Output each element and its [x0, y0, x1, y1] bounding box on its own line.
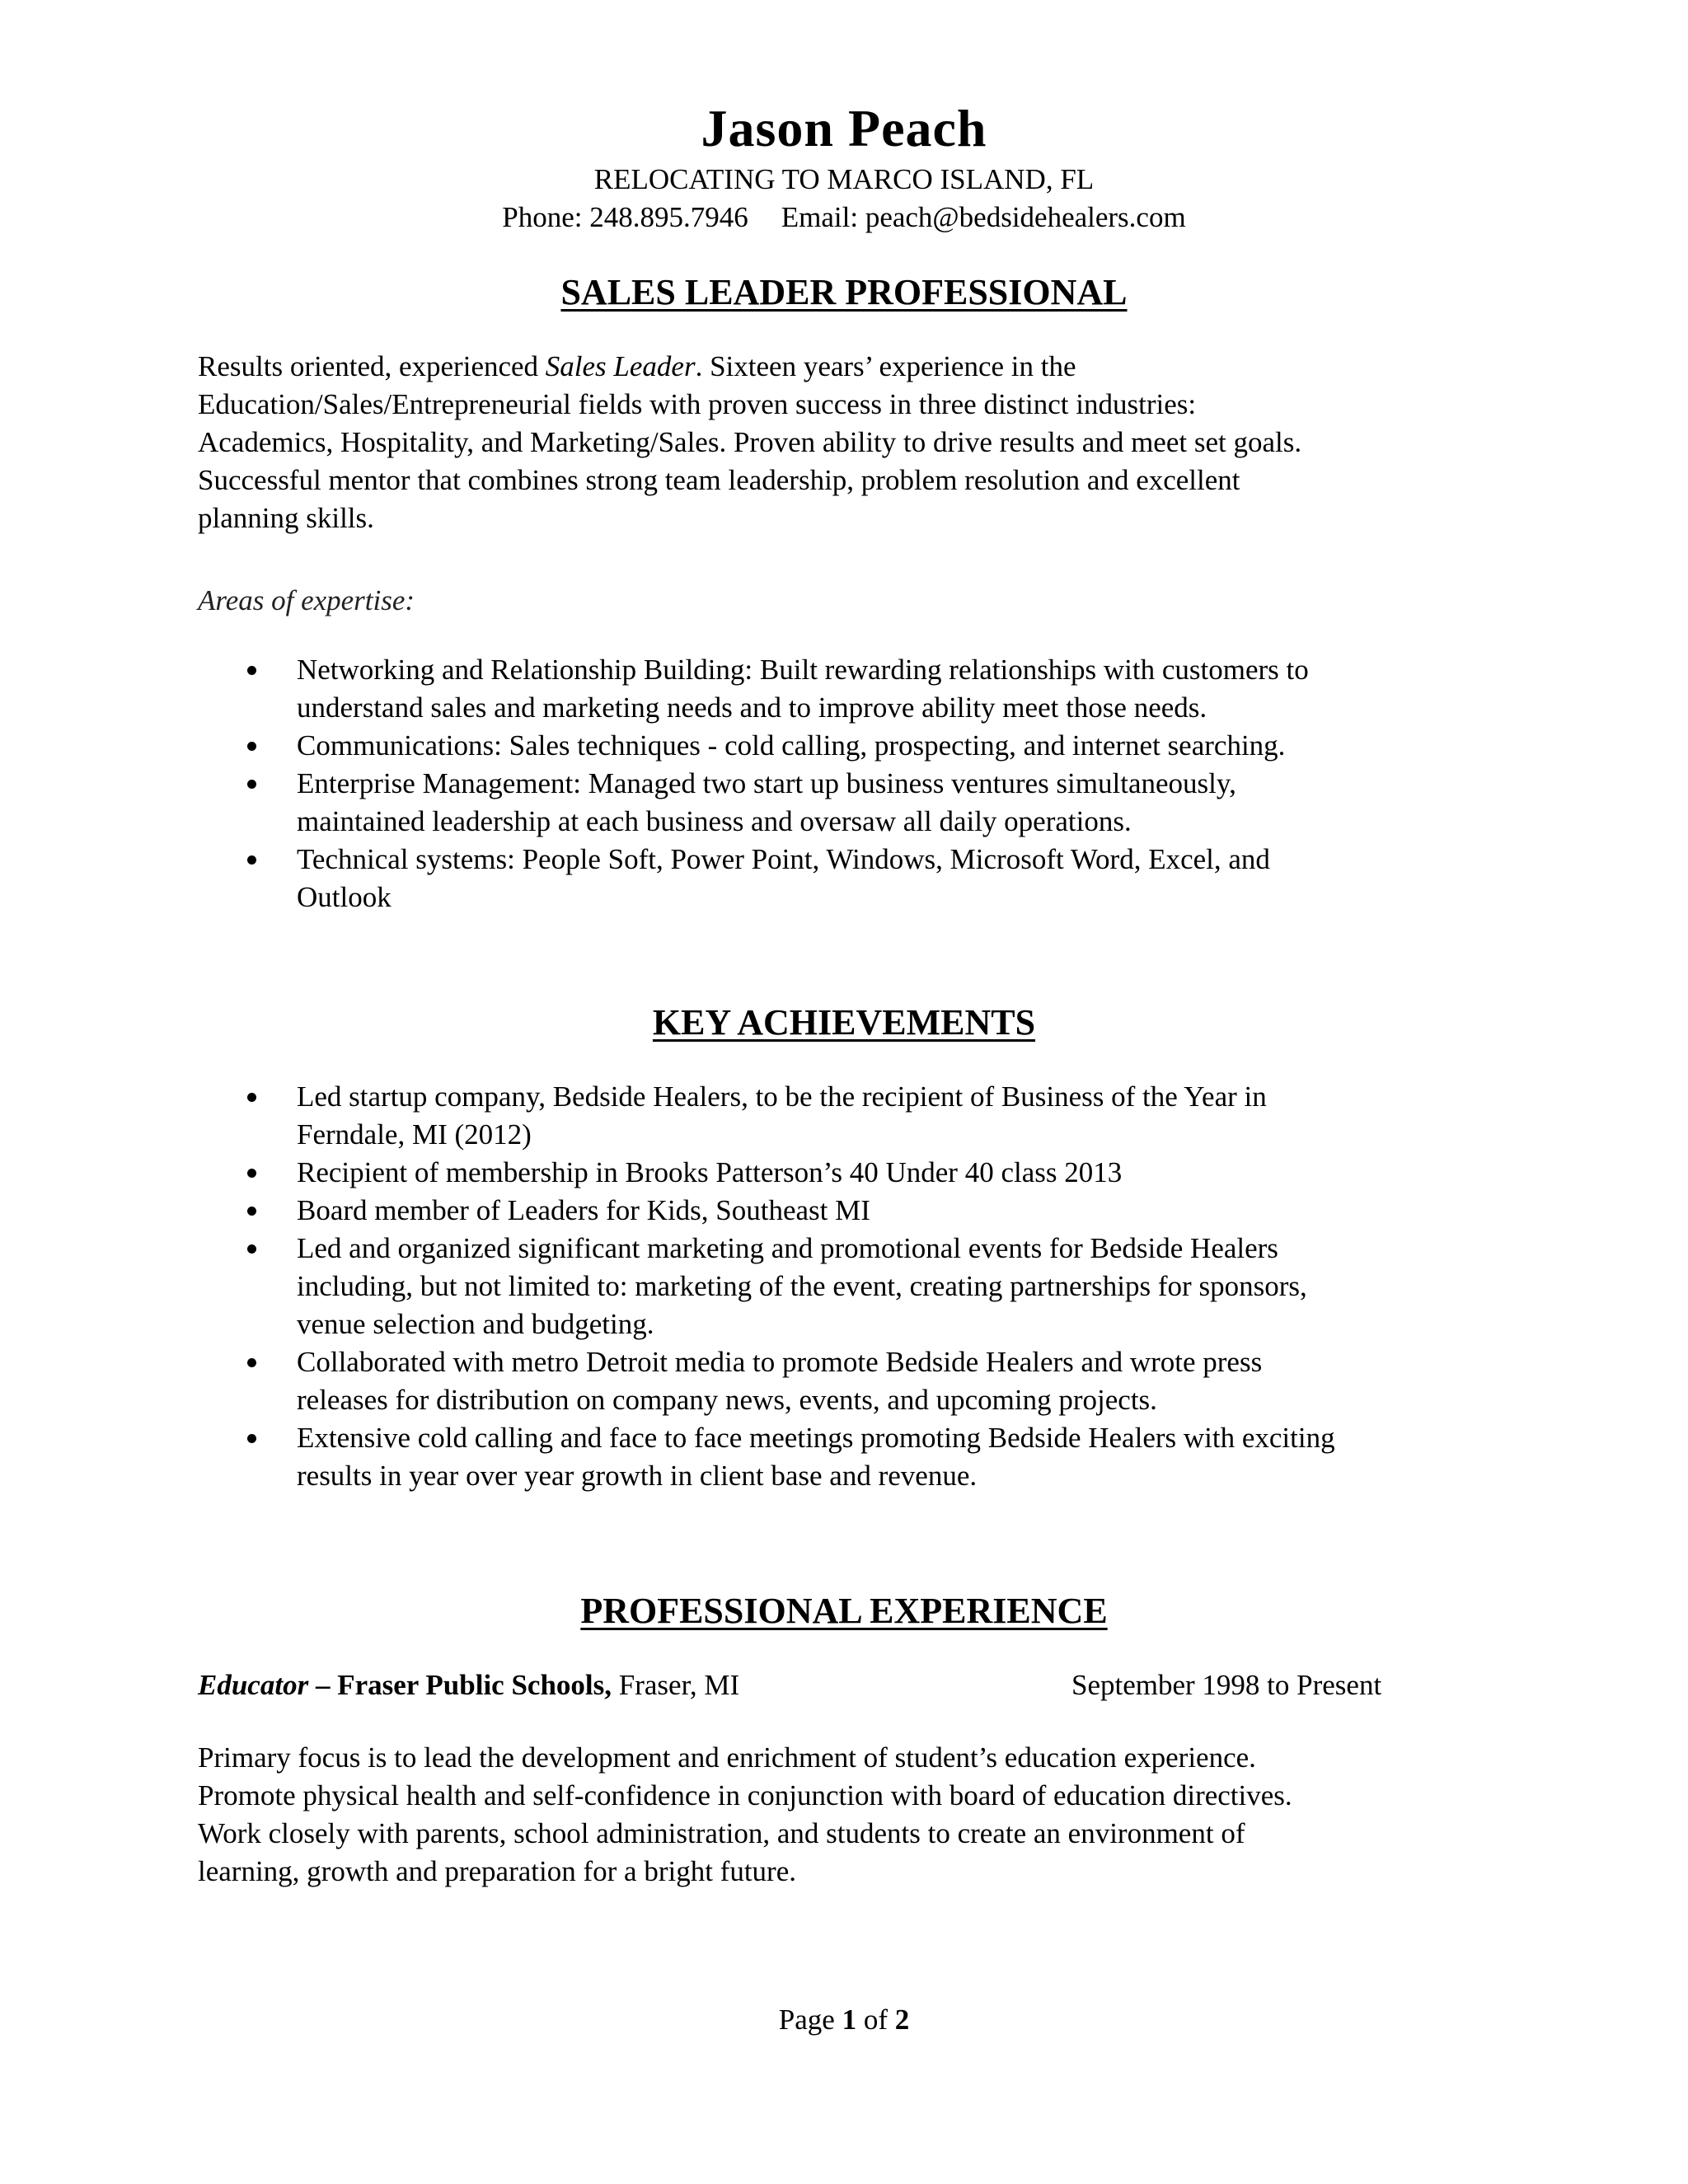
bullet-icon [247, 666, 256, 675]
expertise-item-text: Communications: Sales techniques - cold calling, prospecting, and internet searching. [297, 729, 1286, 762]
bullet-icon [247, 780, 256, 789]
achievement-item [198, 1419, 1500, 1495]
achievement-item-text: Collaborated with metro Detroit media to promote Bedside Healers and wrote press [297, 1346, 1263, 1378]
achievement-item-text: results in year over year growth in client base and revenue. [297, 1460, 978, 1492]
bullet-icon [247, 1207, 256, 1216]
experience-heading: PROFESSIONAL EXPERIENCE [580, 1591, 1108, 1631]
achievement-item [198, 1230, 1500, 1343]
bullet-icon [247, 1093, 256, 1102]
email-text: Email: peach@bedsidehealers.com [781, 201, 1186, 233]
job-description [198, 1739, 1484, 1891]
expertise-item-text: maintained leadership at each business and oversaw all daily operations. [297, 805, 1132, 837]
job-description-line: learning, growth and preparation for a bright future. [198, 1855, 796, 1887]
phone-text: Phone: 248.895.7946 [502, 201, 748, 233]
job-description-line: Work closely with parents, school administration, and students to create an environment of [198, 1817, 1245, 1849]
job-header: Educator – Fraser Public Schools, Fraser, MI [198, 1669, 740, 1701]
job-company: Fraser Public Schools, [337, 1669, 612, 1701]
bullet-icon [247, 1169, 256, 1178]
bullet-icon [247, 1244, 256, 1254]
job-location: Fraser, MI [612, 1669, 740, 1701]
achievement-item [198, 1343, 1500, 1419]
achievement-item-text: Led startup company, Bedside Healers, to be the recipient of Business of the Year in [297, 1080, 1267, 1113]
bullet-icon [247, 742, 256, 751]
relocation-line: RELOCATING TO MARCO ISLAND, FL [593, 163, 1095, 195]
expertise-item-text: Technical systems: People Soft, Power Point, Windows, Microsoft Word, Excel, and [297, 843, 1270, 875]
achievement-item [198, 1192, 1500, 1230]
expertise-item-text: understand sales and marketing needs and to improve ability meet those needs. [297, 691, 1207, 724]
achievements-heading: KEY ACHIEVEMENTS [652, 1002, 1036, 1043]
job-description-line: Primary focus is to lead the development and enrichment of student’s education experience. [198, 1741, 1256, 1774]
job-title: Educator [198, 1669, 309, 1701]
summary-heading: SALES LEADER PROFESSIONAL [560, 272, 1128, 312]
achievement-item [198, 1078, 1500, 1154]
achievement-item-text: Ferndale, MI (2012) [297, 1118, 532, 1151]
expertise-item-text: Outlook [297, 881, 392, 913]
achievement-item-text: Board member of Leaders for Kids, Southeast MI [297, 1194, 870, 1226]
summary-line-3: Academics, Hospitality, and Marketing/Sales. Proven ability to drive results and meet set goals. [198, 426, 1302, 458]
expertise-item [198, 727, 1500, 765]
achievements-list [198, 1078, 1500, 1495]
contact-line [0, 199, 1688, 236]
achievement-item-text: Led and organized significant marketing and promotional events for Bedside Healers [297, 1232, 1278, 1264]
summary-line-4: Successful mentor that combines strong team leadership, problem resolution and excellent [198, 464, 1240, 496]
bullet-icon [247, 855, 256, 865]
expertise-label: Areas of expertise: [198, 584, 415, 616]
page-footer: Page 1 of 2 [778, 2004, 910, 2036]
expertise-item-text: Networking and Relationship Building: Built rewarding relationships with customers to [297, 654, 1309, 686]
achievement-item-text: Extensive cold calling and face to face meetings promoting Bedside Healers with exciting [297, 1422, 1335, 1454]
job-description-line: Promote physical health and self-confidence in conjunction with board of education directives. [198, 1779, 1292, 1811]
summary-line-1: Results oriented, experienced Sales Leader. Sixteen years’ experience in the [198, 350, 1076, 382]
job-dates: September 1998 to Present [1071, 1669, 1382, 1701]
expertise-item [198, 841, 1500, 916]
expertise-list [198, 651, 1500, 916]
expertise-item-text: Enterprise Management: Managed two start up business ventures simultaneously, [297, 767, 1236, 799]
achievement-item-text: venue selection and budgeting. [297, 1308, 654, 1340]
bullet-icon [247, 1358, 256, 1367]
candidate-name: Jason Peach [701, 99, 987, 157]
achievement-item [198, 1154, 1500, 1192]
achievement-item-text: including, but not limited to: marketing of the event, creating partnerships for sponsors, [297, 1270, 1307, 1302]
summary-paragraph [198, 348, 1484, 537]
summary-line-5: planning skills. [198, 502, 374, 534]
achievement-item-text: Recipient of membership in Brooks Patterson’s 40 Under 40 class 2013 [297, 1156, 1123, 1188]
expertise-item [198, 765, 1500, 841]
bullet-icon [247, 1434, 256, 1443]
achievement-item-text: releases for distribution on company news, events, and upcoming projects. [297, 1384, 1157, 1416]
summary-line-2: Education/Sales/Entrepreneurial fields with proven success in three distinct industries: [198, 388, 1197, 420]
expertise-item [198, 651, 1500, 727]
